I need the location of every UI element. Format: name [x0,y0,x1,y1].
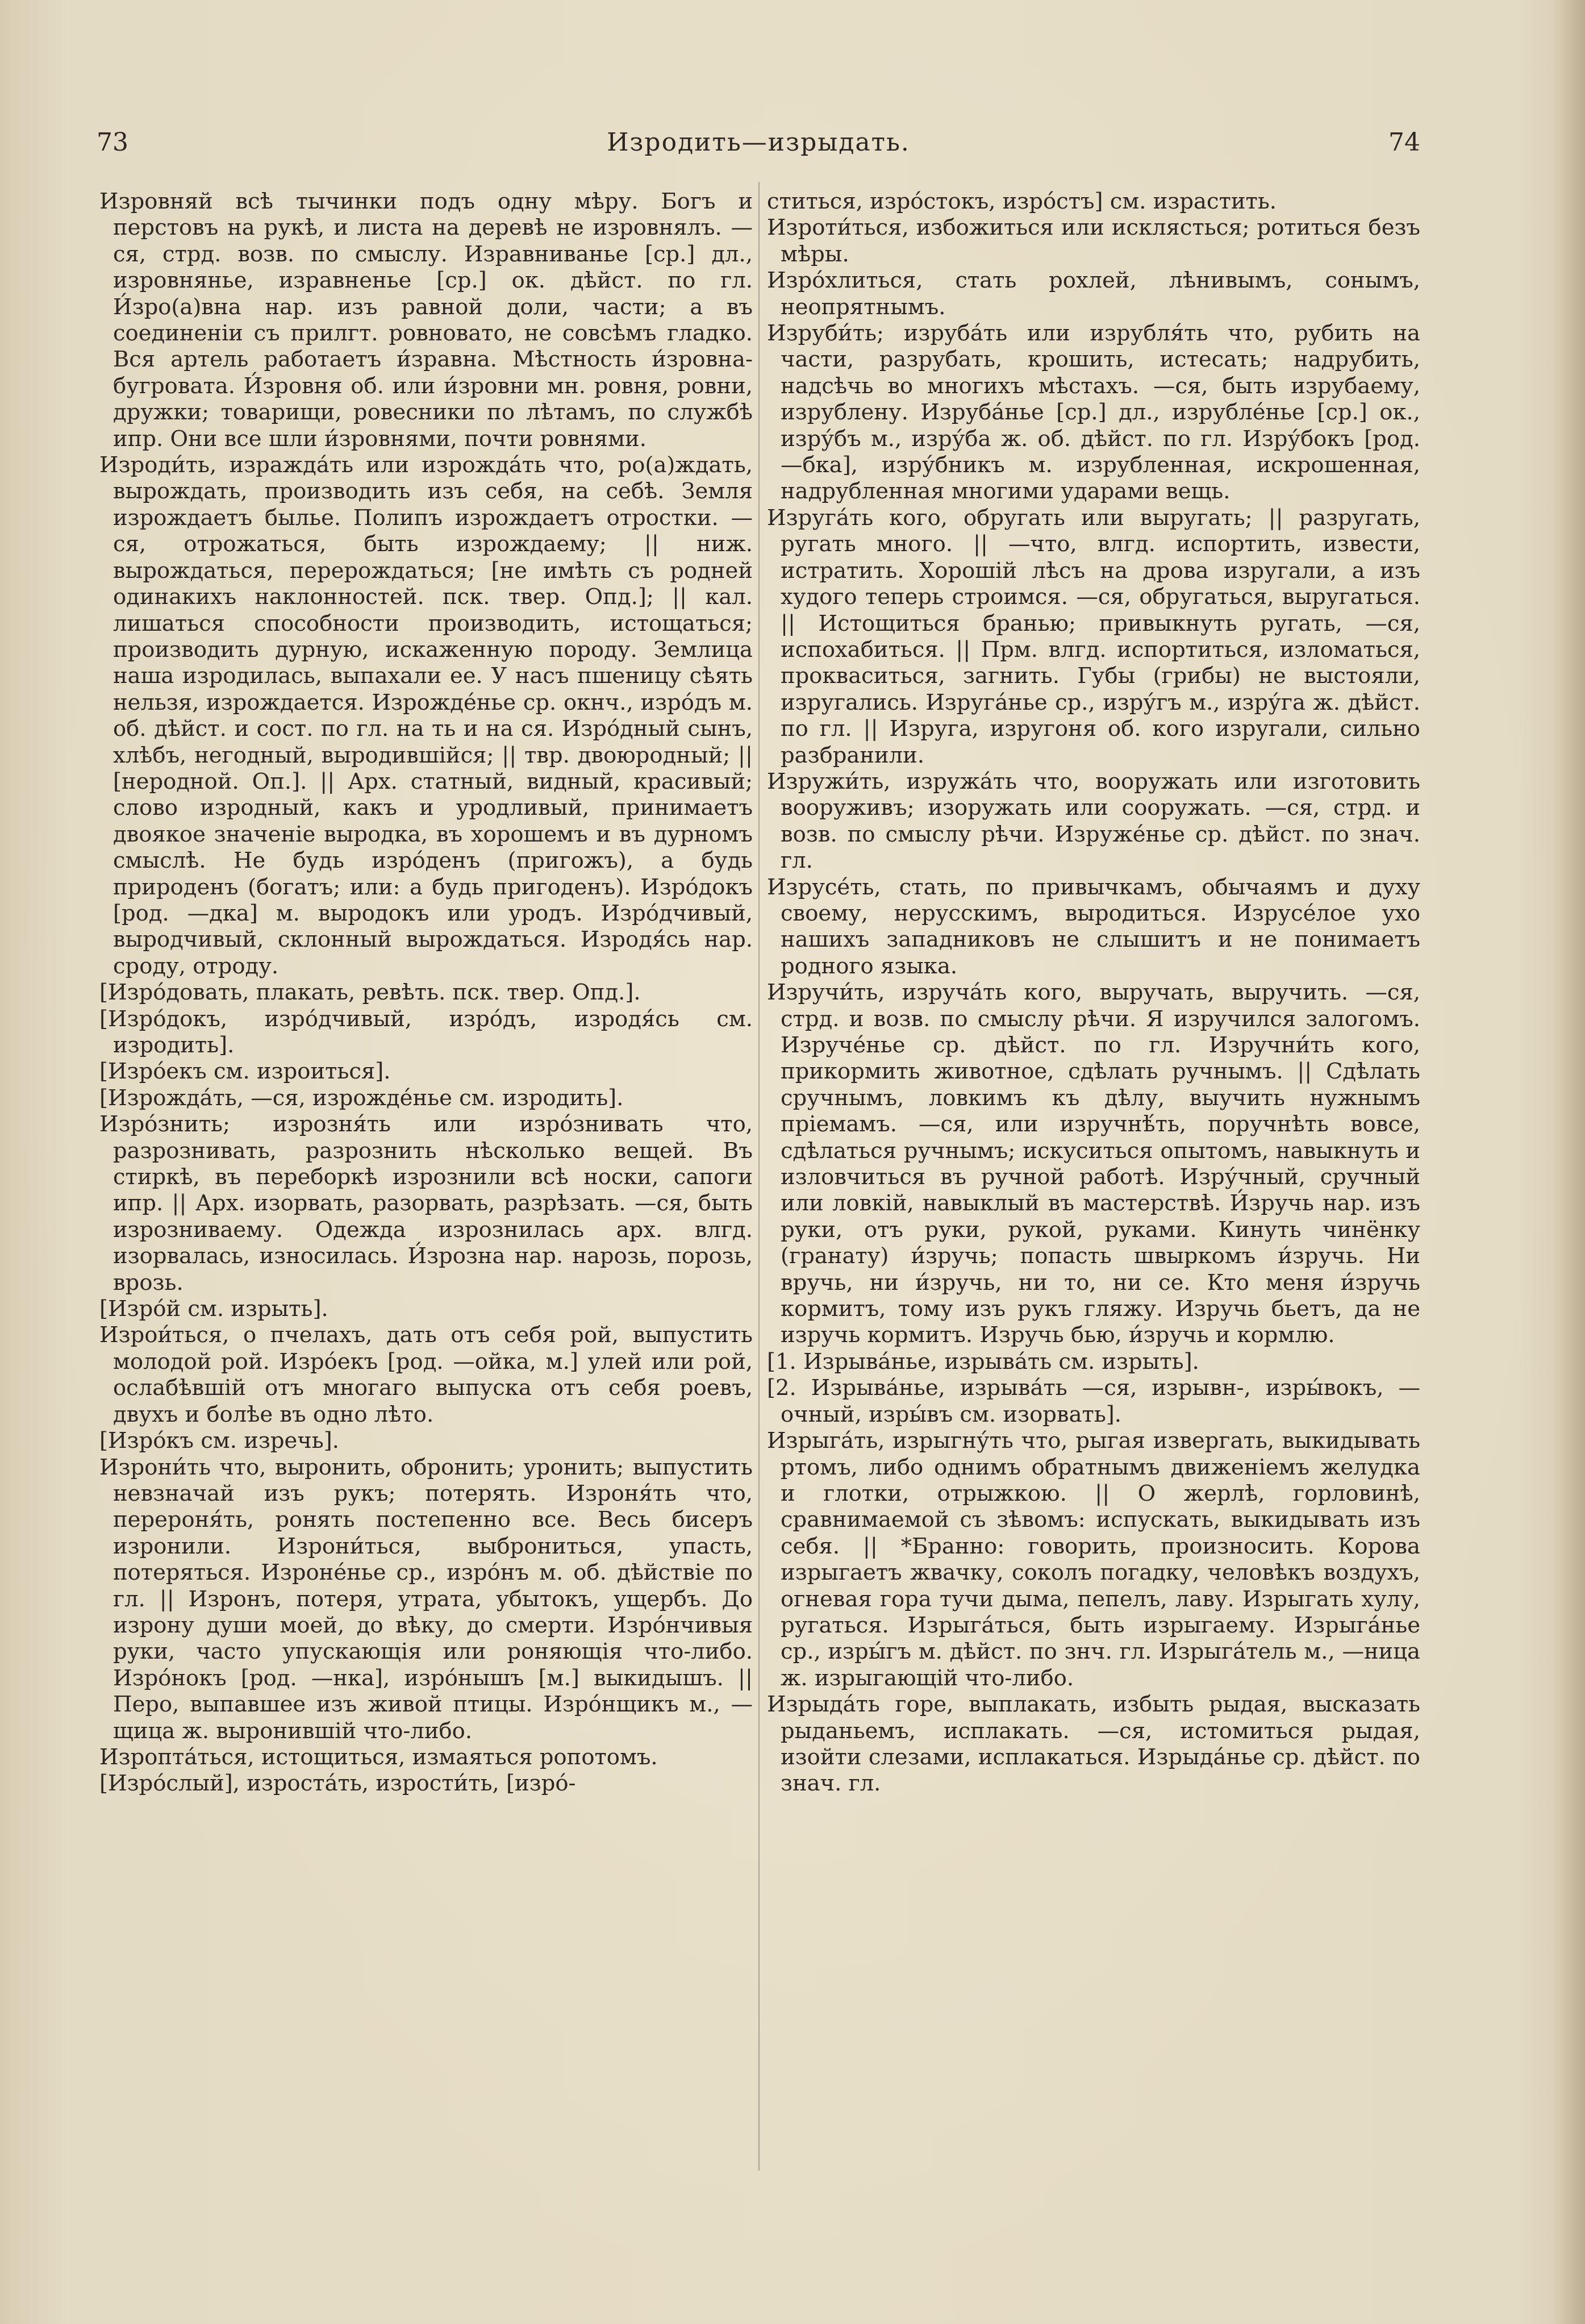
entry-izrostitsya-cont: ститься, изро́стокъ, изро́стъ] см. израстить. [767,189,1277,214]
entry-izrydat: Изрыда́ть горе, выплакать, избыть рыдая, высказать рыданьемъ, исплакать. —ся, истомиться рыдая, изойти слезами, исплакаться. Изрыда́нье ср. дѣйст. по знач. гл. [767,1692,1420,1797]
entry-izruchit: Изручи́ть, изруча́ть кого, выручать, выручить. —ся, стрд. и возв. по смыслу рѣчи. Я изручился залогомъ. Изруче́нье ср. дѣйст. по гл. Изручни́ть кого, прикормить животное, сдѣлать ручнымъ. || Сдѣлать сручнымъ, ловкимъ къ дѣлу, выучить нужнымъ пріемамъ. —ся, или изручнѣ́ть, поручнѣть вовсе, сдѣлаться ручнымъ; искуситься опытомъ, навыкнуть и изловчиться въ ручной работѣ. Изру́чный, сручный или ловкій, навыклый въ мастерствѣ. И́зручь нар. изъ руки, отъ руки, рукой, руками. Кинуть чинёнку (гранату) и́зручь; попасть швыркомъ и́зручь. Ни вручь, ни и́зручь, ни то, ни се. Кто меня и́зручь кормитъ, тому изъ рукъ гляжу. Изручь бьетъ, да не изручь кормитъ. Изручь бью, и́зручь и кормлю. [767,980,1420,1348]
entry-izruset: Изрусе́ть, стать, по привычкамъ, обычаямъ и духу своему, нерусскимъ, выродиться. Изрусе́лое ухо нашихъ западниковъ не слышитъ и не понимаетъ родного языка. [767,874,1420,979]
entry-izrodit: Изроди́ть, изражда́ть или изрожда́ть что, ро(а)ждать, вырождать, производить изъ себя, на себѣ. Земля изрождаетъ былье. Полипъ изрождаетъ отростки. —ся, отрожаться, быть изрождаему; || ниж. вырождаться, перерождаться; [не имѣть съ родней одинакихъ наклонностей. пск. твер. Опд.]; || кал. лишаться способности производить, истощаться; производить дурную, искаженную породу. Землица наша изродилась, выпахали ее. У насъ пшеницу сѣять нельзя, изрождается. Изрожде́нье ср. окнч., изро́дъ м. об. дѣйст. и сост. по гл. на ть и на ся. Изро́дный сынъ, хлѣбъ, негодный, выродившійся; || твр. двоюродный; || [неродной. Оп.]. || Арх. статный, видный, красивый; слово изродный, какъ и уродливый, принимаетъ двоякое значеніе выродка, въ хорошемъ и въ дурномъ смыслѣ. Не будь изро́денъ (пригожъ), а будь природенъ (богатъ; или: а будь пригоденъ). Изро́докъ [род. —дка] м. выродокъ или уродъ. Изро́дчивый, выродчивый, склонный вырождаться. Изродя́сь нар. сроду, отроду. [99,452,753,979]
entry-izroitsya: Изрои́ться, о пчелахъ, дать отъ себя рой, выпустить молодой рой. Изро́екъ [род. —ойка, м.] улей или рой, ослабѣвшій отъ многаго выпуска отъ себя роевъ, двухъ и болѣе въ одно лѣто. [99,1322,753,1427]
right-column [767,189,1420,2166]
entry-izrodok: [Изро́докъ, изро́дчивый, изро́дъ, изродя́сь см. изродить]. [99,1006,753,1058]
entry-izroek: [Изро́екъ см. изроиться]. [99,1059,391,1085]
entry-izrozhdat: [Изрожда́ть, —ся, изрожде́нье см. изродить]. [99,1085,624,1111]
entry-izrokhlitsya: Изро́хлиться, стать рохлей, лѣнивымъ, сонымъ, неопрятнымъ. [767,268,1420,320]
entry-izryvanye-1: [1. Изрыва́нье, изрыва́ть см. изрыть]. [767,1348,1199,1375]
entry-izrovnyai: Изровняй всѣ тычинки подъ одну мѣру. Богъ и перстовъ на рукѣ, и листа на деревѣ не изровнялъ. —ся, стрд. возв. по смыслу. Изравниванье [ср.] дл., изровнянье, изравненье [ср.] ок. дѣйст. по гл. И́зро(а)вна нар. изъ равной доли, части; а въ соединеніи съ прилгт. ровновато, не совсѣмъ гладко. Вся артель работаетъ и́зравна. Мѣстность и́зровна-бугровата. И́зровня об. или и́зровни мн. ровня, ровни, дружки; товарищи, ровесники по лѣтамъ, по службѣ ипр. Они все шли и́зровнями, почти ровнями. [99,189,753,452]
entry-izronit: Изрони́ть что, выронить, обронить; уронить; выпустить невзначай изъ рукъ; потерять. Изроня́ть что, перероня́ть, ронять постепенно все. Весь бисеръ изронили. Изрони́ться, выброниться, упасть, потеряться. Изроне́нье ср., изро́нъ м. об. дѣйствіе по гл. || Изронъ, потеря, утрата, убытокъ, ущербъ. До изрону души моей, до вѣку, до смерти. Изро́нчивыя руки, часто упускающія или роняющія что-либо. Изро́нокъ [род. —нка], изро́нышъ [м.] выкидышъ. || Перо, выпавшее изъ живой птицы. Изро́нщикъ м., —щица ж. выронившій что-либо. [99,1454,753,1744]
entry-izrotitsya: Изроти́ться, избожиться или исклясться; ротиться безъ мѣры. [767,215,1420,267]
entry-izrok: [Изро́къ см. изречь]. [99,1428,339,1454]
entry-izrugat: Изруга́ть кого, обругать или выругать; || разругать, ругать много. || —что, влгд. испортить, извести, истратить. Хорошій лѣсъ на дрова изругали, а изъ худого теперь строимся. —ся, обругаться, выругаться. || Истощиться бранью; привыкнуть ругать, —ся, испохабиться. || Прм. влгд. испортиться, изломаться, прокваситься, загнить. Губы (грибы) не выстояли, изругались. Изруга́нье ср., изру́гъ м., изру́га ж. дѣйст. по гл. || Изруга, изругоня об. кого изругали, сильно разбранили. [767,505,1420,768]
page-number-right: 74 [1388,128,1420,157]
entry-izroznit: Изро́знить; изрозня́ть или изро́знивать что, разрознивать, разрознить нѣсколько вещей. Въ стиркѣ, въ переборкѣ изрознили всѣ носки, сапоги ипр. || Арх. изорвать, разорвать, разрѣзать. —ся, быть изрозниваему. Одежда изрознилась арх. влгд. изорвалась, износилась. И́зрозна нар. нарозь, порозь, врозь. [99,1111,753,1296]
page-number-left: 73 [97,128,128,157]
entry-izroi: [Изро́й см. изрыть]. [99,1296,328,1322]
entry-izryvanye-2: [2. Изрыва́нье, изрыва́ть —ся, изрывн-, изры́вокъ, —очный, изры́въ см. изорвать]. [767,1375,1420,1427]
running-title: Изродить—изрыдать. [607,128,910,157]
page-edge-shadow [1554,0,1585,2324]
entry-izroslyi: [Изро́слый], изроста́ть, изрости́ть, [изро́- [99,1771,576,1797]
entry-izruzhit: Изружи́ть, изружа́ть что, вооружать или изготовить вооруживъ; изоружать или сооружать. —ся, стрд. и возв. по смыслу рѣчи. Изруже́нье ср. дѣйст. по знач. гл. [767,768,1420,874]
entry-izroptatsya: Изропта́ться, истощиться, измаяться ропотомъ. [99,1744,658,1770]
column-divider [758,182,760,2171]
page-header [97,128,1420,173]
entry-izrygat: Изрыга́ть, изрыгну́ть что, рыгая извергать, выкидывать ртомъ, либо однимъ обратнымъ движеніемъ желудка и глотки, отрыжкою. || О жерлѣ, горловинѣ, сравнимаемой съ зѣвомъ: испускать, выкидывать изъ себя. || *Бранно: говорить, произносить. Корова изрыгаетъ жвачку, соколъ погадку, человѣкъ воздухъ, огневая гора тучи дыма, пепелъ, лаву. Изрыгать хулу, ругаться. Изрыга́ться, быть изрыгаему. Изрыга́нье ср., изры́гъ м. дѣйст. по знч. гл. Изрыга́тель м., —ница ж. изрыгающій что-либо. [767,1428,1420,1691]
entry-izrubit: Изруби́ть; изруба́ть или изрубля́ть что, рубить на части, разрубать, крошить, истесать; надрубить, надсѣчь во многихъ мѣстахъ. —ся, быть изрубаему, изрублену. Изруба́нье [ср.] дл., изрубле́нье [ср.] ок., изру́бъ м., изру́ба ж. об. дѣйст. по гл. Изру́бокъ [род. —бка], изру́бникъ м. изрубленная, искрошенная, надрубленная многими ударами вещь. [767,320,1420,505]
left-column [99,189,753,2166]
entry-izrodovat: [Изро́довать, плакать, ревѣть. пск. твер. Опд.]. [99,980,641,1006]
